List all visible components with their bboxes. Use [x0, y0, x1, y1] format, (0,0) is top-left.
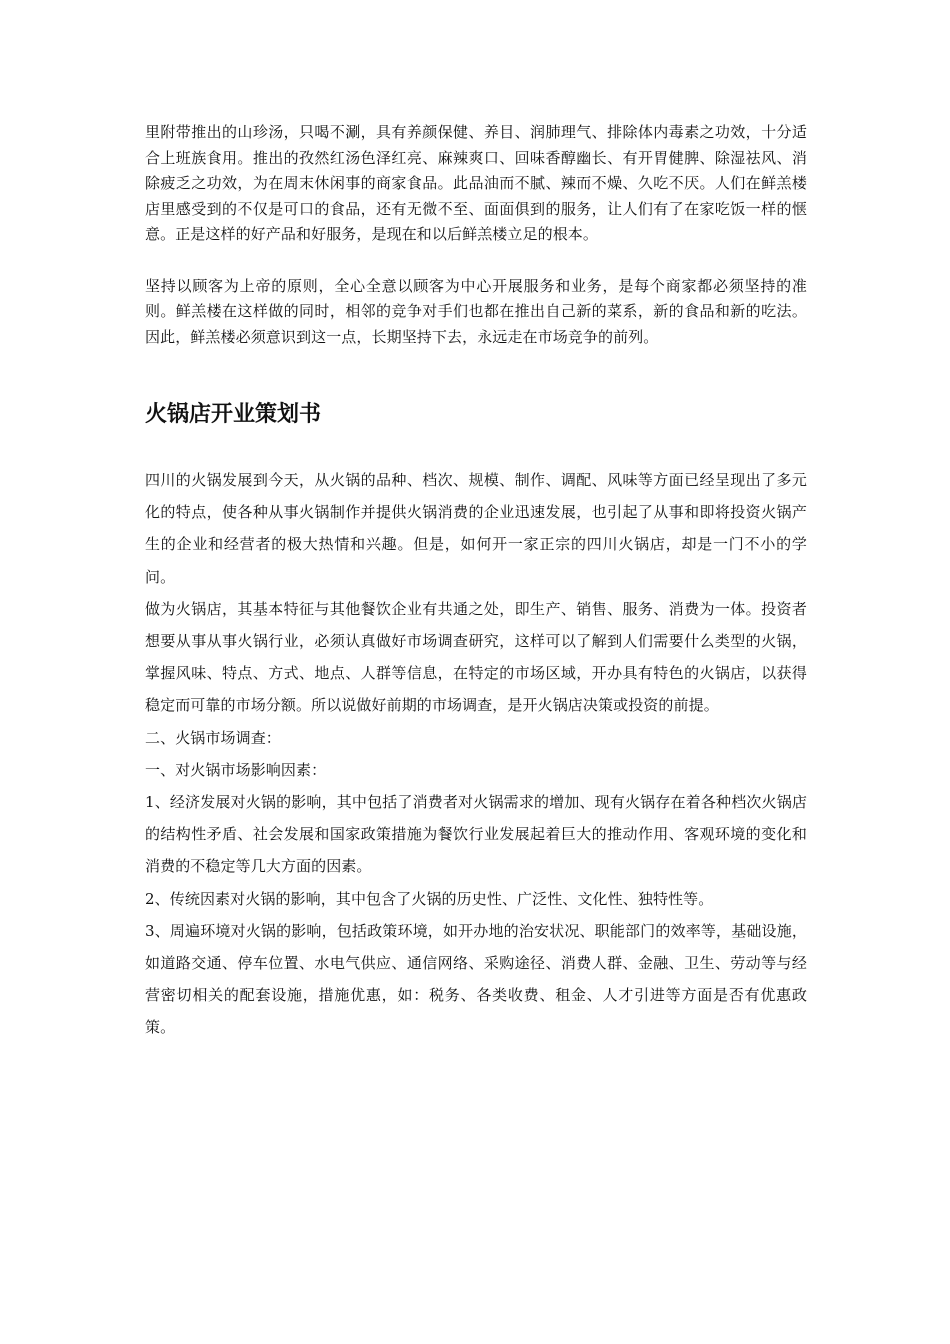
body-paragraph-5: 1、经济发展对火锅的影响，其中包括了消费者对火锅需求的增加、现有火锅存在着各种档次火锅店的结构性矛盾、社会发展和国家政策措施为餐饮行业发展起着巨大的推动作用、客观环境的变化和消费的不稳定等几大方面的因素。 — [145, 793, 807, 876]
document-page — [145, 120, 807, 1044]
body-paragraph-2: 做为火锅店，其基本特征与其他餐饮企业有共通之处，即生产、销售、服务、消费为一体。投资者想要从事从事火锅行业，必须认真做好市场调查研究，这样可以了解到人们需要什么类型的火锅，掌握风味、特点、方式、地点、人群等信息，在特定的市场区域，开办具有特色的火锅店，以获得稳定而可靠的市场分额。所以说做好前期的市场调查，是开火锅店决策或投资的前提。 — [145, 599, 807, 715]
section-title: 火锅店开业策划书 — [145, 402, 322, 427]
body-paragraph-3: 二、火锅市场调查： — [145, 728, 281, 747]
heading-spacer — [145, 430, 807, 464]
intro-paragraph-2: 坚持以顾客为上帝的原则，全心全意以顾客为中心开展服务和业务，是每个商家都必须坚持的准则。鲜羔楼在这样做的同时，相邻的竞争对手们也都在推出自己新的菜系，新的食品和新的吃法。因此，鲜羔楼必须意识到这一点，长期坚持下去，永远走在市场竞争的前列。 — [145, 276, 807, 346]
section-spacer — [145, 350, 807, 400]
intro-paragraph-1: 里附带推出的山珍汤，只喝不涮，具有养颜保健、养目、润肺理气、排除体内毒素之功效，十分适合上班族食用。推出的孜然红汤色泽红亮、麻辣爽口、回味香醇幽长、有开胃健脾、除湿祛风、消除疲乏之功效，为在周末休闲事的商家食品。此品油而不腻、辣而不燥、久吃不厌。人们在鲜羔楼店里感受到的不仅是可口的食品，还有无微不至、面面俱到的服务，让人们有了在家吃饭一样的惬意。正是这样的好产品和好服务，是现在和以后鲜羔楼立足的根本。 — [145, 123, 807, 243]
body-paragraph-6: 2、传统因素对火锅的影响，其中包含了火锅的历史性、广泛性、文化性、独特性等。 — [145, 889, 714, 908]
body-paragraph-7: 3、周遍环境对火锅的影响，包括政策环境，如开办地的治安状况、职能部门的效率等，基础设施，如道路交通、停车位置、水电气供应、通信网络、采购途径、消费人群、金融、卫生、劳动等与经营密切相关的配套设施，措施优惠，如：税务、各类收费、租金、人才引进等方面是否有优惠政策。 — [145, 921, 807, 1037]
body-paragraph-1: 四川的火锅发展到今天，从火锅的品种、档次、规模、制作、调配、风味等方面已经呈现出了多元化的特点，使各种从事火锅制作并提供火锅消费的企业迅速发展，也引起了从事和即将投资火锅产生的企业和经营者的极大热情和兴趣。但是，如何开一家正宗的四川火锅店，却是一门不小的学问。 — [145, 471, 807, 586]
body-paragraph-4: 一、对火锅市场影响因素： — [145, 760, 327, 779]
paragraph-spacer — [145, 248, 807, 274]
